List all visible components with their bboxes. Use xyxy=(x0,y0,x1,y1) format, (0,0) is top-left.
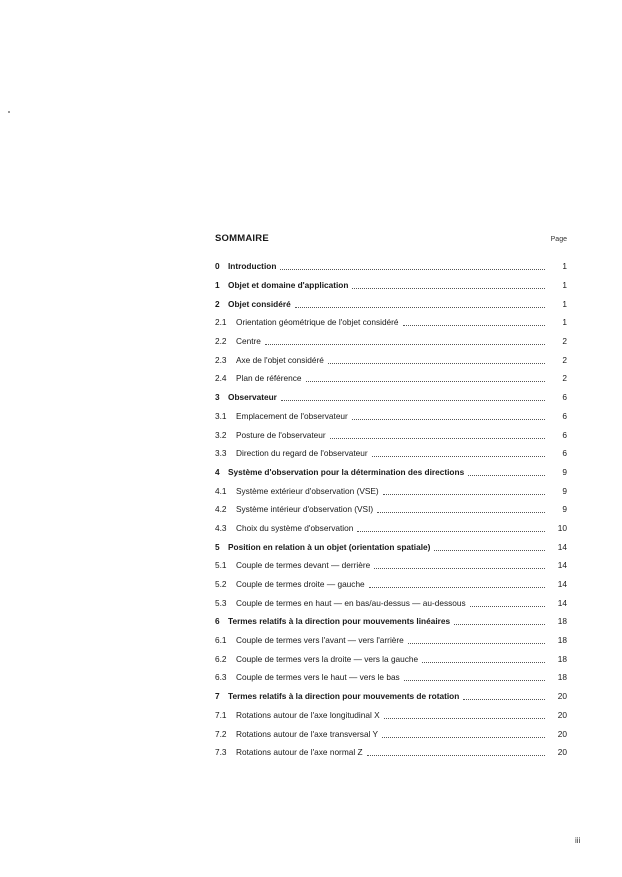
dot-leader xyxy=(280,260,545,270)
toc-entry-page: 1 xyxy=(562,317,567,328)
toc-entry-number: 7.2 xyxy=(215,728,227,739)
toc-entry-label: Emplacement de l'observateur xyxy=(236,410,348,421)
toc-entry-page: 14 xyxy=(557,541,567,552)
toc-entry xyxy=(215,649,567,668)
dot-leader xyxy=(408,634,545,644)
toc-entry xyxy=(215,687,567,706)
toc-entry xyxy=(215,425,567,444)
toc-entry xyxy=(215,388,567,407)
toc-entry-number: 6 xyxy=(215,616,220,627)
toc-entry-page: 14 xyxy=(557,597,567,608)
page-number: iii xyxy=(575,836,581,845)
toc-entry-label: Centre xyxy=(236,336,261,347)
toc-entry xyxy=(215,257,567,276)
toc-entry xyxy=(215,668,567,687)
dot-leader xyxy=(352,410,545,420)
dot-leader xyxy=(328,354,545,364)
toc-entry-number: 4.1 xyxy=(215,485,227,496)
toc-entry xyxy=(215,724,567,743)
toc-entry-page: 6 xyxy=(562,410,567,421)
toc-entry-number: 3 xyxy=(215,392,220,403)
toc-entry-label: Orientation géométrique de l'objet considéré xyxy=(236,317,399,328)
toc-entry-page: 18 xyxy=(557,672,567,683)
toc-entry-number: 6.1 xyxy=(215,635,227,646)
toc-entry-number: 4 xyxy=(215,466,220,477)
dot-leader xyxy=(434,541,545,551)
toc-entry-label: Objet considéré xyxy=(228,298,291,309)
dot-leader xyxy=(367,746,545,756)
toc-entry-page: 20 xyxy=(557,728,567,739)
toc-entry-label: Position en relation à un objet (orientation spatiale) xyxy=(228,541,431,552)
toc-entry xyxy=(215,276,567,295)
dot-leader xyxy=(470,597,545,607)
toc-entry-page: 9 xyxy=(562,504,567,515)
toc-entry xyxy=(215,444,567,463)
toc-entry xyxy=(215,743,567,762)
toc-entry-label: Rotations autour de l'axe normal Z xyxy=(236,747,363,758)
toc-entry-page: 6 xyxy=(562,392,567,403)
toc-entry-page: 1 xyxy=(562,280,567,291)
toc-entry-number: 0 xyxy=(215,261,220,272)
toc-entry-label: Couple de termes droite — gauche xyxy=(236,579,365,590)
dot-leader xyxy=(454,615,545,625)
toc-entry-number: 3.2 xyxy=(215,429,227,440)
toc-entry-number: 6.2 xyxy=(215,653,227,664)
toc-entry-page: 1 xyxy=(562,261,567,272)
toc-entry xyxy=(215,407,567,426)
toc-entry-label: Rotations autour de l'axe longitudinal X xyxy=(236,709,380,720)
dot-leader xyxy=(422,653,545,663)
toc-entry-label: Termes relatifs à la direction pour mouvements de rotation xyxy=(228,691,460,702)
toc-entry xyxy=(215,612,567,631)
toc-entry-page: 20 xyxy=(557,747,567,758)
toc-entry-label: Système extérieur d'observation (VSE) xyxy=(236,485,379,496)
toc-entry xyxy=(215,537,567,556)
dot-leader xyxy=(468,466,545,476)
toc-entry-page: 20 xyxy=(557,709,567,720)
scan-speck xyxy=(8,111,10,113)
dot-leader xyxy=(374,559,545,569)
toc-entry-label: Introduction xyxy=(228,261,277,272)
toc-entry-number: 7 xyxy=(215,691,220,702)
dot-leader xyxy=(372,447,545,457)
dot-leader xyxy=(383,485,545,495)
page-column-header: Page xyxy=(550,236,567,243)
toc-entry xyxy=(215,519,567,538)
toc-entry xyxy=(215,332,567,351)
toc-entry-page: 2 xyxy=(562,354,567,365)
toc-entry-number: 2.2 xyxy=(215,336,227,347)
toc-entry-number: 2.4 xyxy=(215,373,227,384)
toc-entry xyxy=(215,593,567,612)
toc-entry-number: 3.1 xyxy=(215,410,227,421)
dot-leader xyxy=(369,578,545,588)
toc-entry-label: Couple de termes vers l'avant — vers l'arrière xyxy=(236,635,404,646)
toc-entry-label: Posture de l'observateur xyxy=(236,429,326,440)
dot-leader xyxy=(357,522,545,532)
toc-entry-number: 2 xyxy=(215,298,220,309)
toc-entry-page: 18 xyxy=(557,616,567,627)
toc-entry-number: 6.3 xyxy=(215,672,227,683)
toc-entry-page: 20 xyxy=(557,691,567,702)
toc-entry-label: Termes relatifs à la direction pour mouvements linéaires xyxy=(228,616,451,627)
toc-entry xyxy=(215,369,567,388)
toc-entry-number: 2.3 xyxy=(215,354,227,365)
toc-entry-page: 9 xyxy=(562,485,567,496)
toc-entry-label: Couple de termes vers le haut — vers le bas xyxy=(236,672,400,683)
dot-leader xyxy=(463,690,545,700)
toc-entry-page: 1 xyxy=(562,298,567,309)
toc-entry xyxy=(215,631,567,650)
dot-leader xyxy=(265,335,545,345)
toc-entry-label: Système d'observation pour la détermination des directions xyxy=(228,466,465,477)
toc-entry-label: Rotations autour de l'axe transversal Y xyxy=(236,728,379,739)
toc-entry xyxy=(215,313,567,332)
toc-entry xyxy=(215,706,567,725)
toc-entry-number: 4.2 xyxy=(215,504,227,515)
toc-entry-number: 7.3 xyxy=(215,747,227,758)
toc-entry-label: Observateur xyxy=(228,392,277,403)
toc-entry-number: 2.1 xyxy=(215,317,227,328)
toc-entry xyxy=(215,350,567,369)
toc-entry-page: 18 xyxy=(557,635,567,646)
toc-entry-label: Axe de l'objet considéré xyxy=(236,354,324,365)
toc-entry xyxy=(215,556,567,575)
toc-entry-page: 2 xyxy=(562,336,567,347)
toc-entry xyxy=(215,463,567,482)
dot-leader xyxy=(382,728,545,738)
toc-entry xyxy=(215,481,567,500)
toc-entry-label: Système intérieur d'observation (VSI) xyxy=(236,504,374,515)
toc-entry-label: Couple de termes en haut — en bas/au-dessus — au-dessous xyxy=(236,597,466,608)
toc-entry-number: 1 xyxy=(215,280,220,291)
toc-entry-number: 7.1 xyxy=(215,709,227,720)
toc-entry-page: 6 xyxy=(562,429,567,440)
dot-leader xyxy=(330,429,545,439)
toc-entry-number: 5.2 xyxy=(215,579,227,590)
toc-entry-number: 4.3 xyxy=(215,522,227,533)
dot-leader xyxy=(403,316,545,326)
dot-leader xyxy=(281,391,545,401)
toc-entry-label: Couple de termes devant — derrière xyxy=(236,560,371,571)
toc-entry-page: 2 xyxy=(562,373,567,384)
dot-leader xyxy=(377,503,545,513)
toc-entry-label: Couple de termes vers la droite — vers la gauche xyxy=(236,653,419,664)
dot-leader xyxy=(384,709,545,719)
toc-entry xyxy=(215,500,567,519)
toc-entry xyxy=(215,294,567,313)
toc-entry-number: 5.3 xyxy=(215,597,227,608)
toc-entry xyxy=(215,575,567,594)
table-of-contents xyxy=(215,257,567,762)
toc-entry-label: Choix du système d'observation xyxy=(236,522,354,533)
toc-entry-number: 5 xyxy=(215,541,220,552)
toc-entry-page: 6 xyxy=(562,448,567,459)
toc-entry-page: 14 xyxy=(557,560,567,571)
dot-leader xyxy=(306,372,546,382)
toc-entry-page: 9 xyxy=(562,466,567,477)
toc-entry-page: 14 xyxy=(557,579,567,590)
toc-entry-label: Direction du regard de l'observateur xyxy=(236,448,368,459)
toc-title: SOMMAIRE xyxy=(215,233,269,244)
toc-entry-number: 5.1 xyxy=(215,560,227,571)
toc-entry-label: Plan de référence xyxy=(236,373,302,384)
toc-entry-label: Objet et domaine d'application xyxy=(228,280,349,291)
dot-leader xyxy=(295,298,545,308)
toc-entry-page: 10 xyxy=(557,522,567,533)
toc-entry-page: 18 xyxy=(557,653,567,664)
toc-entry-number: 3.3 xyxy=(215,448,227,459)
dot-leader xyxy=(352,279,545,289)
dot-leader xyxy=(404,671,545,681)
